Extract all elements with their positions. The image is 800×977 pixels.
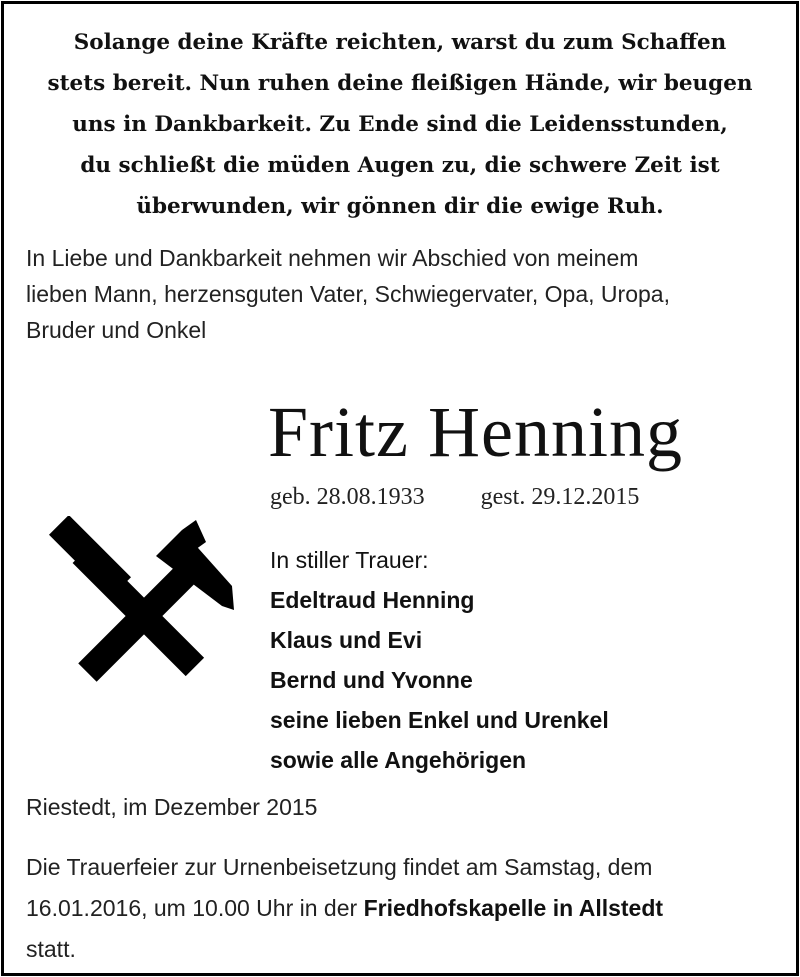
life-dates — [270, 482, 639, 512]
intro-line: lieben Mann, herzensguten Vater, Schwiegervater, Opa, Uropa, — [26, 281, 670, 307]
pick-icon — [78, 520, 234, 682]
verse-line: uns in Dankbarkeit. Zu Ende sind die Leidensstunden, — [72, 112, 728, 137]
obituary-notice — [1, 1, 799, 976]
notice-date-time: 16.01.2016, um 10.00 Uhr in der — [26, 895, 364, 921]
mourner-name: Bernd und Yvonne — [270, 667, 473, 693]
verse-line: stets bereit. Nun ruhen deine fleißigen Hände, wir beugen — [47, 71, 753, 96]
memorial-verse — [12, 22, 788, 227]
verse-line: du schließt die müden Augen zu, die schwere Zeit ist — [80, 153, 720, 178]
verse-line: überwunden, wir gönnen dir die ewige Ruh. — [136, 194, 664, 219]
place-and-date: Riestedt, im Dezember 2015 — [26, 794, 318, 820]
mourner-name: sowie alle Angehörigen — [270, 747, 527, 773]
death-date: gest. 29.12.2015 — [480, 484, 640, 510]
funeral-location: Friedhofskapelle in Allstedt — [363, 895, 664, 921]
mourners-list — [270, 540, 609, 780]
mourner-name: Klaus und Evi — [270, 627, 423, 653]
birth-date: geb. 28.08.1933 — [270, 484, 425, 510]
funeral-notice — [26, 847, 786, 970]
intro-line: Bruder und Onkel — [26, 317, 207, 343]
farewell-intro — [26, 240, 786, 348]
notice-line: Die Trauerfeier zur Urnenbeisetzung findet am Samstag, dem — [26, 854, 653, 880]
mourners-heading: In stiller Trauer: — [270, 547, 429, 573]
hammer-and-pick-icon — [44, 516, 244, 696]
mourner-name: seine lieben Enkel und Urenkel — [270, 707, 609, 733]
notice-line — [26, 888, 786, 929]
verse-line: Solange deine Kräfte reichten, warst du zum Schaffen — [73, 30, 727, 55]
notice-line: statt. — [26, 936, 76, 962]
deceased-name: Fritz Henning — [268, 392, 683, 472]
intro-line: In Liebe und Dankbarkeit nehmen wir Abschied von meinem — [26, 245, 639, 271]
mourner-name: Edeltraud Henning — [270, 587, 475, 613]
